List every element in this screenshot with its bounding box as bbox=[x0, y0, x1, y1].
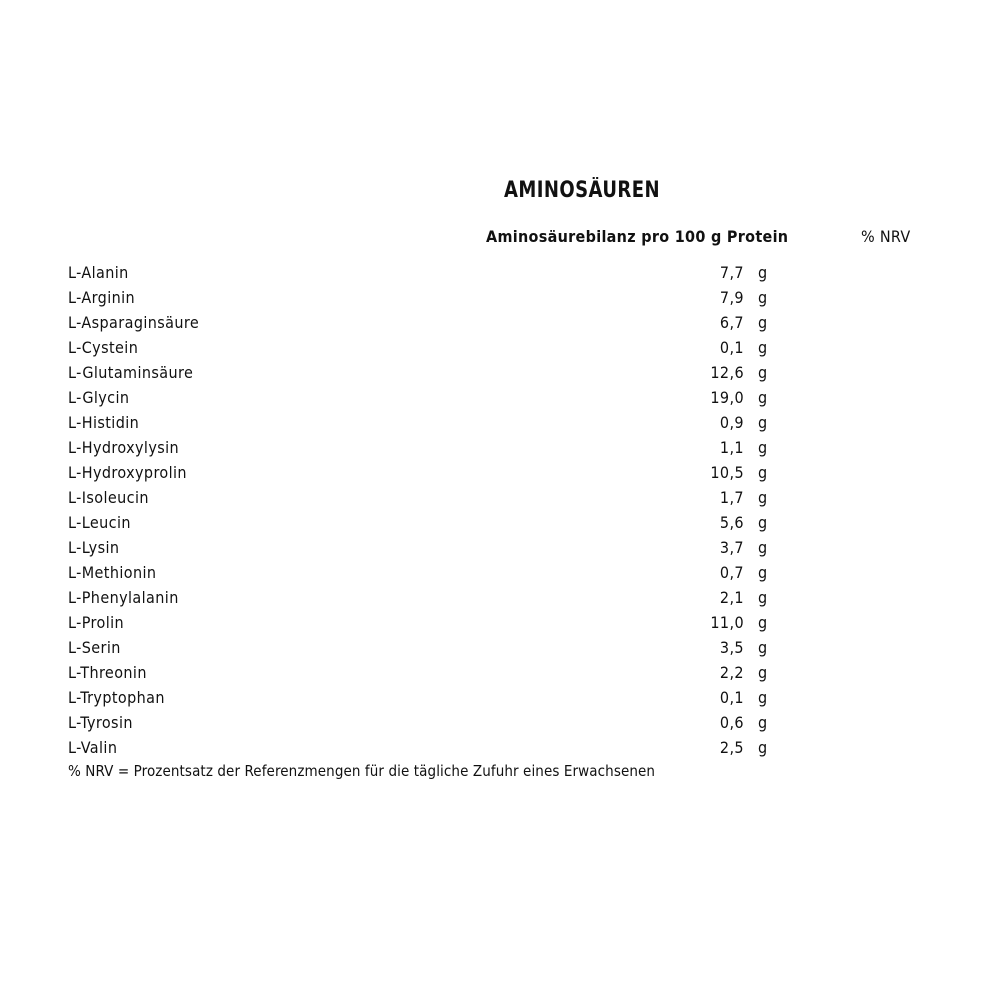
amino-acid-name: L-Tryptophan bbox=[68, 688, 165, 707]
amino-acid-unit: g bbox=[758, 388, 768, 407]
table-row bbox=[68, 685, 788, 710]
amino-acid-value: 3,7 bbox=[719, 538, 744, 557]
amino-acid-value: 0,1 bbox=[719, 338, 744, 357]
amino-acid-unit: g bbox=[758, 738, 768, 757]
amino-acid-value: 5,6 bbox=[719, 513, 744, 532]
amino-acid-unit: g bbox=[758, 263, 768, 282]
amino-acid-name: L-Glycin bbox=[68, 388, 130, 407]
table-row bbox=[68, 510, 788, 535]
amino-acid-name: L-Histidin bbox=[68, 413, 140, 432]
table-row bbox=[68, 410, 788, 435]
amino-acid-name: L-Threonin bbox=[68, 663, 147, 682]
amino-acid-unit: g bbox=[758, 713, 768, 732]
column-header-nrv: % NRV bbox=[861, 227, 911, 246]
amino-acid-name: L-Hydroxylysin bbox=[68, 438, 180, 457]
amino-acid-unit: g bbox=[758, 638, 768, 657]
table-row bbox=[68, 635, 788, 660]
amino-acid-value: 6,7 bbox=[719, 313, 744, 332]
table-title: AMINOSÄUREN bbox=[504, 178, 660, 203]
amino-acid-name: L-Arginin bbox=[68, 288, 136, 307]
table-row bbox=[68, 360, 788, 385]
amino-acid-name: L-Phenylalanin bbox=[68, 588, 179, 607]
amino-acid-value: 0,9 bbox=[719, 413, 744, 432]
amino-acid-unit: g bbox=[758, 338, 768, 357]
amino-acid-name: L-Lysin bbox=[68, 538, 120, 557]
amino-acid-name: L-Prolin bbox=[68, 613, 125, 632]
amino-acid-name: L-Tyrosin bbox=[68, 713, 133, 732]
amino-acid-value: 12,6 bbox=[710, 363, 744, 382]
amino-acid-value: 2,1 bbox=[719, 588, 744, 607]
amino-acid-value: 3,5 bbox=[719, 638, 744, 657]
amino-acid-name: L-Asparaginsäure bbox=[68, 313, 200, 332]
amino-acid-name: L-Glutaminsäure bbox=[68, 363, 194, 382]
amino-acid-value: 10,5 bbox=[710, 463, 744, 482]
table-row bbox=[68, 660, 788, 685]
nrv-footnote: % NRV = Prozentsatz der Referenzmengen für die tägliche Zufuhr eines Erwachsenen bbox=[68, 762, 656, 780]
table-row bbox=[68, 560, 788, 585]
amino-acid-value: 1,1 bbox=[719, 438, 744, 457]
amino-acid-name: L-Leucin bbox=[68, 513, 131, 532]
amino-acid-unit: g bbox=[758, 463, 768, 482]
table-row bbox=[68, 285, 788, 310]
table-row bbox=[68, 260, 788, 285]
table-row bbox=[68, 385, 788, 410]
table-row bbox=[68, 435, 788, 460]
amino-acid-value: 0,1 bbox=[719, 688, 744, 707]
amino-acid-name: L-Hydroxyprolin bbox=[68, 463, 187, 482]
amino-acid-value: 0,6 bbox=[719, 713, 744, 732]
table-row bbox=[68, 460, 788, 485]
amino-acid-unit: g bbox=[758, 413, 768, 432]
amino-acid-name: L-Alanin bbox=[68, 263, 129, 282]
amino-acid-value: 1,7 bbox=[719, 488, 744, 507]
amino-acid-name: L-Methionin bbox=[68, 563, 157, 582]
amino-acid-value: 19,0 bbox=[710, 388, 744, 407]
table-row bbox=[68, 535, 788, 560]
table-row bbox=[68, 310, 788, 335]
amino-acid-value: 2,2 bbox=[719, 663, 744, 682]
amino-acid-unit: g bbox=[758, 538, 768, 557]
amino-acid-unit: g bbox=[758, 438, 768, 457]
amino-acid-value: 0,7 bbox=[719, 563, 744, 582]
amino-acid-unit: g bbox=[758, 288, 768, 307]
amino-acid-name: L-Isoleucin bbox=[68, 488, 149, 507]
table-row bbox=[68, 610, 788, 635]
amino-acid-name: L-Valin bbox=[68, 738, 118, 757]
column-header-balance: Aminosäurebilanz pro 100 g Protein bbox=[486, 227, 789, 246]
amino-acid-name: L-Serin bbox=[68, 638, 121, 657]
amino-acid-value: 7,7 bbox=[719, 263, 744, 282]
table-row bbox=[68, 710, 788, 735]
amino-acid-unit: g bbox=[758, 313, 768, 332]
table-row bbox=[68, 735, 788, 760]
amino-acid-value: 11,0 bbox=[710, 613, 744, 632]
amino-acid-unit: g bbox=[758, 688, 768, 707]
amino-acid-value: 2,5 bbox=[719, 738, 744, 757]
amino-acid-unit: g bbox=[758, 513, 768, 532]
amino-acid-unit: g bbox=[758, 363, 768, 382]
amino-acid-unit: g bbox=[758, 613, 768, 632]
amino-acid-unit: g bbox=[758, 563, 768, 582]
amino-acid-unit: g bbox=[758, 663, 768, 682]
amino-acid-unit: g bbox=[758, 588, 768, 607]
table-row bbox=[68, 585, 788, 610]
amino-acid-value: 7,9 bbox=[719, 288, 744, 307]
amino-acid-table bbox=[68, 260, 788, 760]
amino-acid-name: L-Cystein bbox=[68, 338, 139, 357]
table-row bbox=[68, 485, 788, 510]
table-row bbox=[68, 335, 788, 360]
amino-acid-unit: g bbox=[758, 488, 768, 507]
